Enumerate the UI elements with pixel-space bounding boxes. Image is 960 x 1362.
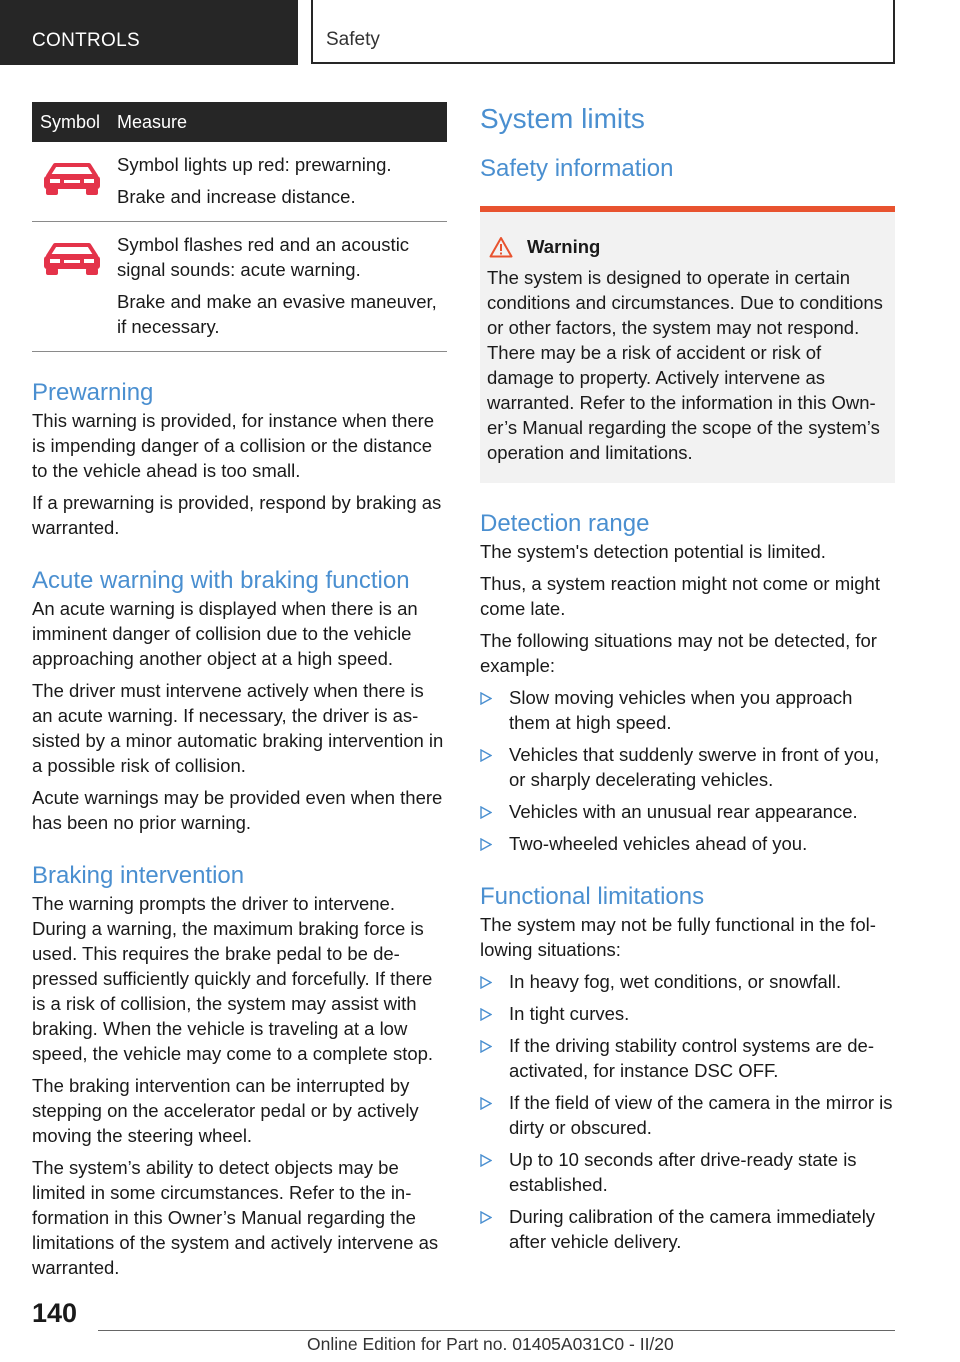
paragraph: This warning is provided, for instance when there is impending danger of a collision or the distance to the vehicle ahead is too small. [32,410,435,481]
paragraph: The system may not be fully functional in the following situations: [480,914,876,960]
paragraph: Acute warnings may be provided even when there has been no prior warning. [32,787,443,833]
heading-prewarning: Prewarning [32,379,154,406]
paragraph: The system’s ability to detect objects may be limited in some circumstances. Refer to the information in this Owner’s Manual regarding the limitations of the system and actively intervene as warranted. [32,1157,439,1278]
warning-header [487,234,888,259]
heading-functional-limitations: Functional limitations [480,883,705,910]
heading-braking-intervention: Braking intervention [32,862,245,889]
warning-box [480,206,895,483]
section-tab: CONTROLS [0,0,298,65]
list-item: Up to 10 seconds after drive-ready state is established. [480,1147,895,1197]
list-item: In heavy fog, wet conditions, or snowfall. [480,969,895,994]
bullet-triangle-icon [480,976,492,989]
paragraph: The following situations may not be detected, for example: [480,630,877,676]
table-header-row [32,102,447,142]
car-front-icon [42,162,102,196]
list-item: In tight curves. [480,1001,895,1026]
left-column [32,102,447,1287]
right-column [480,102,895,1261]
table-row [32,142,447,222]
bullet-triangle-icon [480,838,492,851]
warning-triangle-icon [489,236,513,258]
paragraph: Thus, a system reaction might not come or might come late. [480,573,880,619]
measure-text: Symbol flashes red and an acoustic signal sounds: acute warning. [117,234,410,280]
table-cell-symbol [32,142,117,222]
column-header-symbol: Symbol [32,102,117,142]
table-cell-measure [117,222,447,352]
car-front-icon [42,242,102,276]
paragraph: The braking intervention can be interrupted by stepping on the accelerator pedal or by actively moving the steering wheel. [32,1075,419,1146]
symbol-table [32,102,447,352]
bullet-triangle-icon [480,806,492,819]
list-item: If the driving stability control systems are deactivated, for instance DSC OFF. [480,1033,895,1083]
edition-text: Online Edition for Part no. 01405A031C0 - II/20 [307,1334,674,1354]
paragraph: An acute warning is displayed when there is an imminent danger of collision due to the vehicle approaching another object at a high speed. [32,598,418,669]
warning-text: The system is designed to operate in certain conditions and circumstances. Due to conditions or other factors, the system may not respond. There may be a risk of accident or risk of damage to property. Actively intervene as warranted. Refer to the information in this Owner’s Manual regarding the scope of the system’s operation and limitations. [487,267,883,463]
heading-system-limits: System limits [480,103,645,134]
bullet-triangle-icon [480,1008,492,1021]
bullet-triangle-icon [480,1154,492,1167]
paragraph: The system's detection potential is limited. [480,541,826,562]
page-number: 140 [32,1298,78,1328]
heading-detection-range: Detection range [480,510,650,537]
list-item: Vehicles with an unusual rear appearance. [480,799,895,824]
heading-safety-information: Safety information [480,155,674,182]
list-item: If the field of view of the camera in the mirror is dirty or obscured. [480,1090,895,1140]
paragraph: If a prewarning is provided, respond by braking as warranted. [32,492,442,538]
chapter-tab: Safety [311,0,895,64]
list-item: Two-wheeled vehicles ahead of you. [480,831,895,856]
column-header-measure: Measure [117,102,447,142]
page-header [0,0,960,66]
list-item: Vehicles that suddenly swerve in front of you, or sharply decelerating vehicles. [480,742,895,792]
heading-acute-warning: Acute warning with braking function [32,567,410,594]
warning-label: Warning [527,236,601,257]
table-row [32,222,447,352]
bullet-triangle-icon [480,1040,492,1053]
table-cell-measure [117,142,447,222]
measure-text: Brake and increase distance. [117,186,356,207]
limitations-list [480,969,895,1254]
list-item: During calibration of the camera immediately after vehicle delivery. [480,1204,895,1254]
list-item: Slow moving vehicles when you approach them at high speed. [480,685,895,735]
bullet-triangle-icon [480,692,492,705]
measure-text: Symbol lights up red: prewarning. [117,154,392,175]
bullet-triangle-icon [480,1097,492,1110]
table-cell-symbol [32,222,117,352]
bullet-triangle-icon [480,749,492,762]
paragraph: The warning prompts the driver to intervene. During a warning, the maximum braking force is used. This requires the brake pedal to be depressed sufficiently quickly and forcefully. If there is a risk of collision, the system may assist with braking. When the vehicle is traveling at a low speed, the vehicle may come to a complete stop. [32,893,434,1064]
footer-divider [98,1330,895,1331]
bullet-triangle-icon [480,1211,492,1224]
detection-list [480,685,895,856]
paragraph: The driver must intervene actively when there is an acute warning. If necessary, the driver is assisted by a minor automatic braking intervention in a possible risk of collision. [32,680,444,776]
measure-text: Brake and make an evasive maneuver, if necessary. [117,291,437,337]
